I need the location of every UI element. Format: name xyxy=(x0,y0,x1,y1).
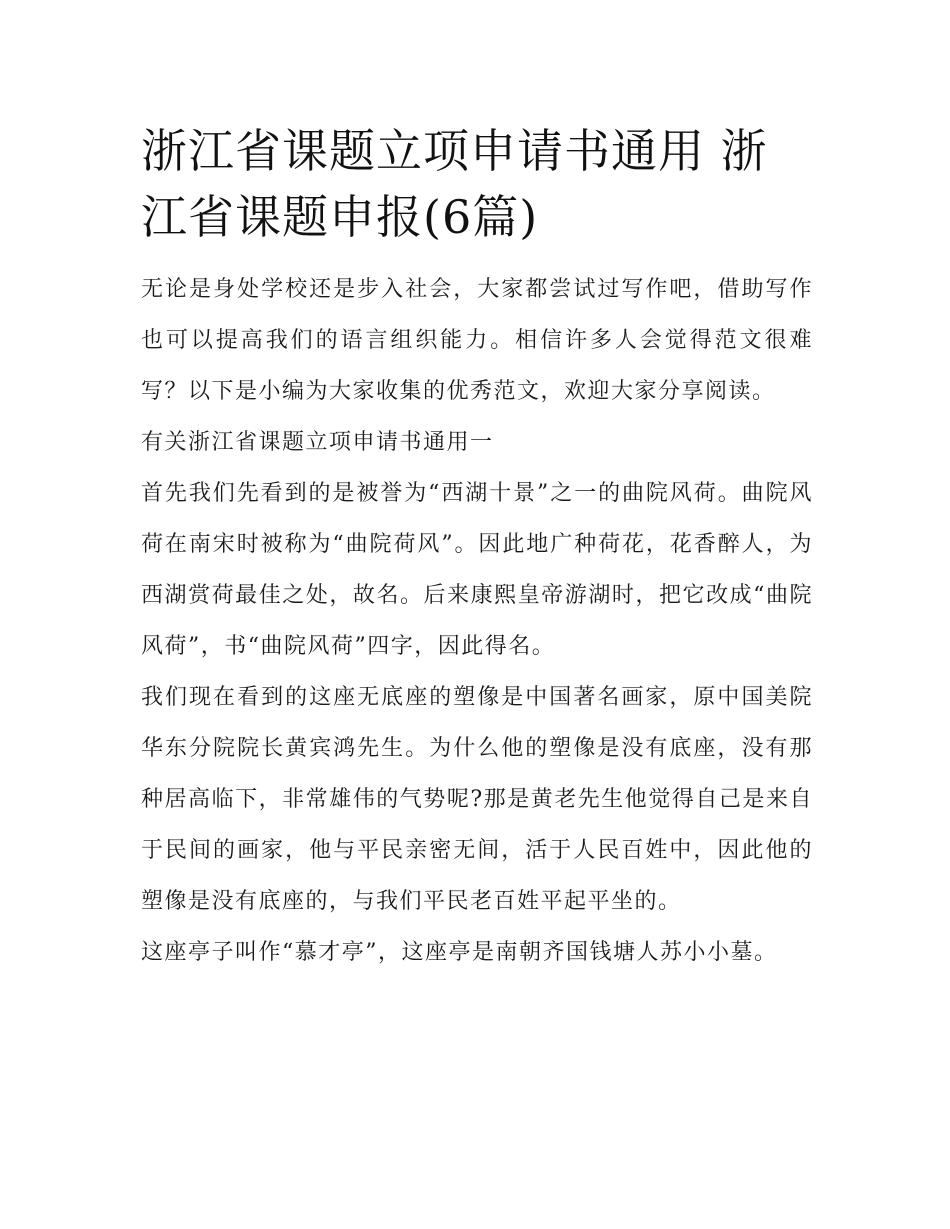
body-paragraph-quyuan-fenghe: 首先我们先看到的是被誉为“西湖十景”之一的曲院风荷。曲院风荷在南宋时被称为“曲院荷风”。因此地广种荷花，花香醉人，为西湖赏荷最佳之处，故名。后来康熙皇帝游湖时，把它改成“曲院风荷”，书“曲院风荷”四字，因此得名。 xyxy=(141,481,813,659)
document-body xyxy=(141,118,813,978)
document-title: 浙江省课题立项申请书通用 浙江省课题申报(6篇) xyxy=(141,124,768,244)
body-paragraph-statue: 我们现在看到的这座无底座的塑像是中国著名画家，原中国美院华东分院院长黄宾鸿先生。为什么他的塑像是没有底座，没有那种居高临下，非常雄伟的气势呢?那是黄老先生他觉得自己是来自于民间的画家，他与平民亲密无间，活于人民百姓中，因此他的塑像是没有底座的，与我们平民老百姓平起平坐的。 xyxy=(141,685,813,914)
body-paragraph-mucai-pavilion: 这座亭子叫作“慕才亭”，这座亭是南朝齐国钱塘人苏小小墓。 xyxy=(141,940,778,965)
intro-paragraph: 无论是身处学校还是步入社会，大家都尝试过写作吧，借助写作也可以提高我们的语言组织能力。相信许多人会觉得范文很难写？以下是小编为大家收集的优秀范文，欢迎大家分享阅读。 xyxy=(141,277,813,404)
section-heading: 有关浙江省课题立项申请书通用一 xyxy=(141,430,494,455)
